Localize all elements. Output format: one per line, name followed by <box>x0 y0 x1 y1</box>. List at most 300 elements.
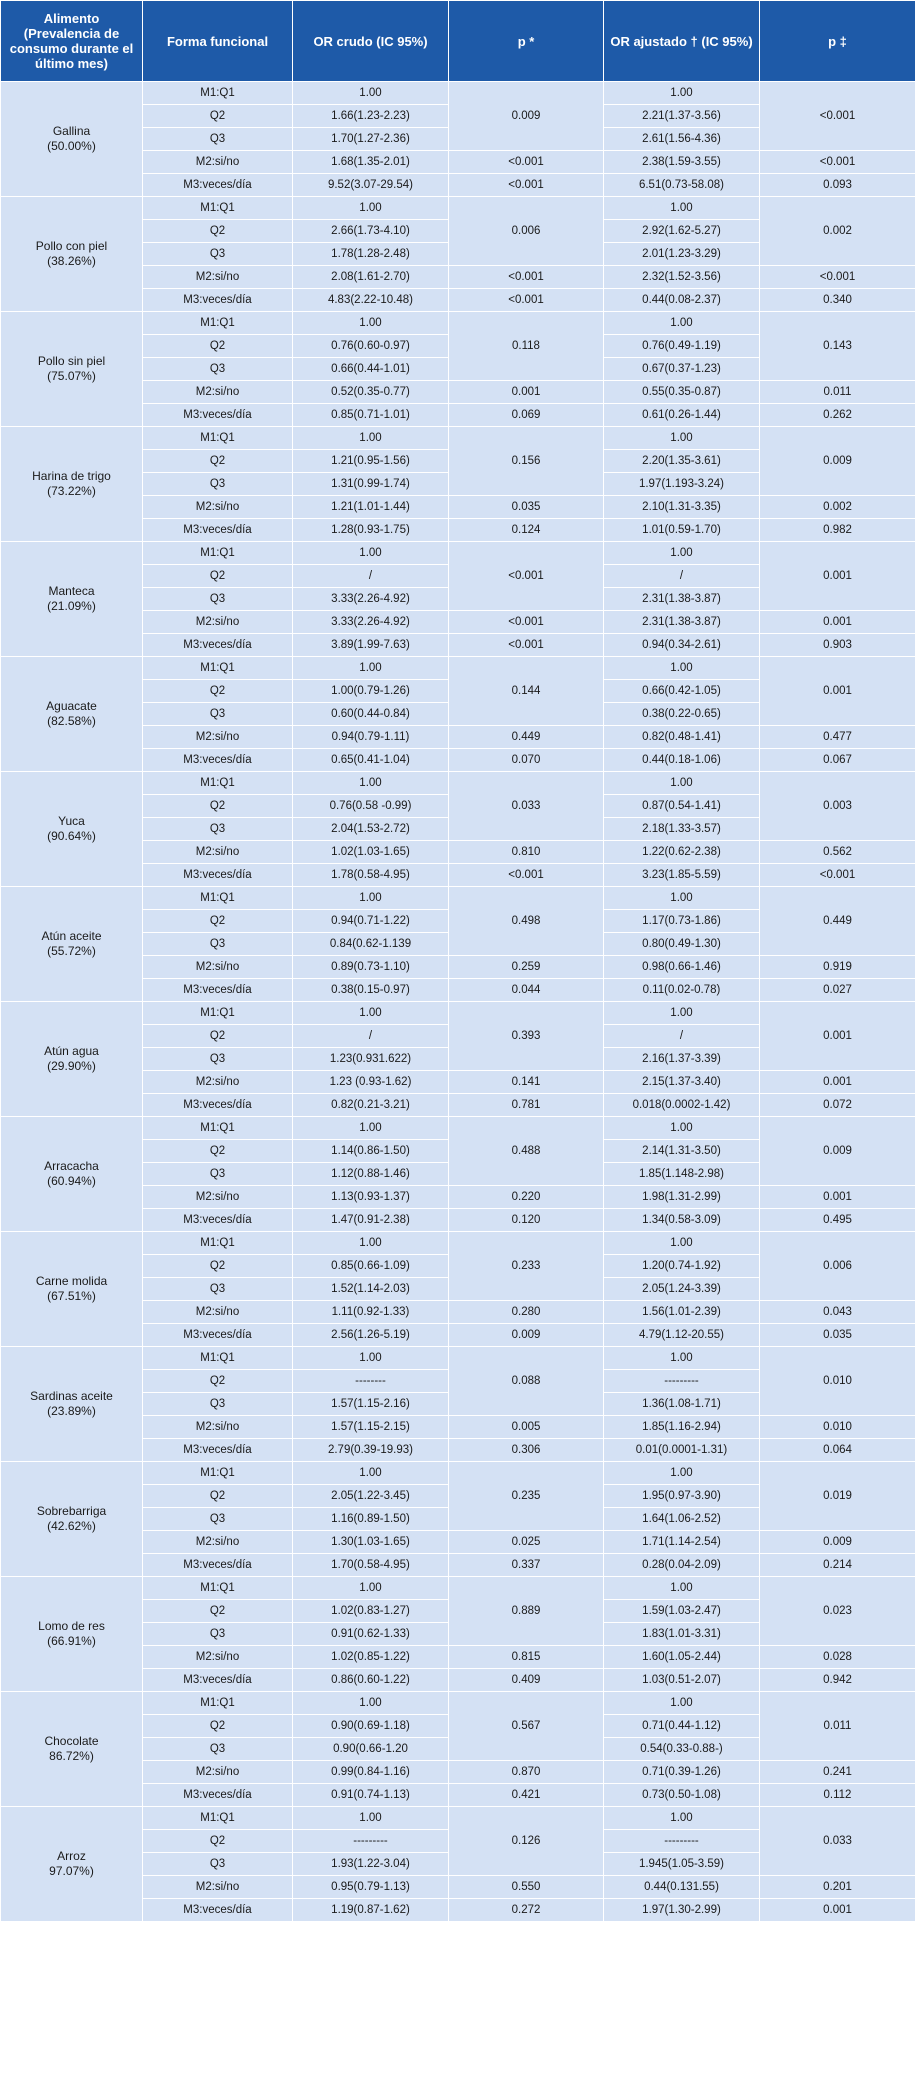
or-crudo-cell: 0.76(0.60-0.97) <box>293 335 449 358</box>
forma-funcional-cell: Q2 <box>143 680 293 703</box>
p-crudo-cell: <0.001 <box>449 611 604 634</box>
or-ajustado-cell: 1.00 <box>604 657 760 680</box>
or-ajustado-cell: 0.44(0.131.55) <box>604 1876 760 1899</box>
or-crudo-cell: -------- <box>293 1370 449 1393</box>
forma-funcional-cell: M2:si/no <box>143 956 293 979</box>
or-crudo-cell: 1.00 <box>293 197 449 220</box>
forma-funcional-cell: M1:Q1 <box>143 1347 293 1370</box>
or-crudo-cell: 2.56(1.26-5.19) <box>293 1324 449 1347</box>
p-crudo-cell: 0.280 <box>449 1301 604 1324</box>
or-crudo-cell: 1.57(1.15-2.16) <box>293 1393 449 1416</box>
p-crudo-cell: 0.810 <box>449 841 604 864</box>
p-crudo-cell: 0.001 <box>449 381 604 404</box>
table-row <box>1 772 915 795</box>
forma-funcional-cell: M2:si/no <box>143 496 293 519</box>
p-crudo-cell: <0.001 <box>449 542 604 611</box>
p-ajustado-cell: 0.982 <box>760 519 915 542</box>
p-crudo-cell: 0.044 <box>449 979 604 1002</box>
forma-funcional-cell: Q3 <box>143 1048 293 1071</box>
forma-funcional-cell: M3:veces/día <box>143 1209 293 1232</box>
or-crudo-cell: 1.00 <box>293 1807 449 1830</box>
header-forma-funcional: Forma funcional <box>143 1 293 82</box>
or-crudo-cell: 0.60(0.44-0.84) <box>293 703 449 726</box>
or-ajustado-cell: 0.38(0.22-0.65) <box>604 703 760 726</box>
p-ajustado-cell: 0.019 <box>760 1462 915 1531</box>
p-crudo-cell: <0.001 <box>449 151 604 174</box>
header-p-ajustado: p ‡ <box>760 1 915 82</box>
p-crudo-cell: 0.088 <box>449 1347 604 1416</box>
p-ajustado-cell: 0.477 <box>760 726 915 749</box>
or-ajustado-cell: 1.95(0.97-3.90) <box>604 1485 760 1508</box>
food-prevalence: (60.94%) <box>47 1174 96 1188</box>
or-ajustado-cell: 0.76(0.49-1.19) <box>604 335 760 358</box>
food-name: Sobrebarriga <box>36 1504 107 1518</box>
food-name: Atún aceite <box>41 929 102 943</box>
or-ajustado-cell: 1.83(1.01-3.31) <box>604 1623 760 1646</box>
or-ajustado-cell: 1.00 <box>604 312 760 335</box>
or-crudo-cell: 0.99(0.84-1.16) <box>293 1761 449 1784</box>
p-crudo-cell: 0.393 <box>449 1002 604 1071</box>
p-ajustado-cell: 0.001 <box>760 1186 915 1209</box>
or-crudo-cell: 3.33(2.26-4.92) <box>293 588 449 611</box>
table-row <box>1 1692 915 1715</box>
forma-funcional-cell: Q3 <box>143 1623 293 1646</box>
or-crudo-cell: 1.00 <box>293 657 449 680</box>
or-ajustado-cell: 0.87(0.54-1.41) <box>604 795 760 818</box>
or-ajustado-cell: --------- <box>604 1370 760 1393</box>
or-ajustado-cell: 1.60(1.05-2.44) <box>604 1646 760 1669</box>
or-crudo-cell: 1.14(0.86-1.50) <box>293 1140 449 1163</box>
food-name: Manteca <box>48 584 95 598</box>
p-crudo-cell: 0.337 <box>449 1554 604 1577</box>
or-crudo-cell: 1.21(0.95-1.56) <box>293 450 449 473</box>
forma-funcional-cell: Q3 <box>143 933 293 956</box>
or-crudo-cell: 0.82(0.21-3.21) <box>293 1094 449 1117</box>
forma-funcional-cell: M3:veces/día <box>143 1899 293 1922</box>
p-ajustado-cell: 0.028 <box>760 1646 915 1669</box>
forma-funcional-cell: M3:veces/día <box>143 1669 293 1692</box>
forma-funcional-cell: M3:veces/día <box>143 1094 293 1117</box>
or-ajustado-cell: 1.01(0.59-1.70) <box>604 519 760 542</box>
food-name: Pollo sin piel <box>37 354 106 368</box>
food-prevalence: (38.26%) <box>47 254 96 268</box>
food-prevalence: (21.09%) <box>47 599 96 613</box>
p-ajustado-cell: 0.003 <box>760 772 915 841</box>
or-ajustado-cell: 2.14(1.31-3.50) <box>604 1140 760 1163</box>
food-prevalence: 86.72%) <box>49 1749 94 1763</box>
forma-funcional-cell: M2:si/no <box>143 1416 293 1439</box>
or-crudo-cell: 0.66(0.44-1.01) <box>293 358 449 381</box>
or-crudo-cell: 0.76(0.58 -0.99) <box>293 795 449 818</box>
or-crudo-cell: 0.38(0.15-0.97) <box>293 979 449 1002</box>
or-crudo-cell: 0.85(0.71-1.01) <box>293 404 449 427</box>
or-crudo-cell: 1.00 <box>293 772 449 795</box>
forma-funcional-cell: M2:si/no <box>143 151 293 174</box>
food-cell <box>1 887 143 1002</box>
p-crudo-cell: 0.144 <box>449 657 604 726</box>
or-crudo-cell: 0.85(0.66-1.09) <box>293 1255 449 1278</box>
p-ajustado-cell: 0.043 <box>760 1301 915 1324</box>
forma-funcional-cell: Q2 <box>143 1025 293 1048</box>
forma-funcional-cell: Q3 <box>143 1393 293 1416</box>
p-crudo-cell: 0.421 <box>449 1784 604 1807</box>
p-crudo-cell: 0.498 <box>449 887 604 956</box>
forma-funcional-cell: M1:Q1 <box>143 887 293 910</box>
p-crudo-cell: <0.001 <box>449 266 604 289</box>
forma-funcional-cell: M3:veces/día <box>143 1324 293 1347</box>
or-ajustado-cell: 0.61(0.26-1.44) <box>604 404 760 427</box>
or-ajustado-cell: 0.67(0.37-1.23) <box>604 358 760 381</box>
or-ajustado-cell: 2.16(1.37-3.39) <box>604 1048 760 1071</box>
p-crudo-cell: 0.259 <box>449 956 604 979</box>
p-crudo-cell: 0.006 <box>449 197 604 266</box>
or-ajustado-cell: 2.10(1.31-3.35) <box>604 496 760 519</box>
or-ajustado-cell: 1.00 <box>604 427 760 450</box>
or-ajustado-cell: / <box>604 1025 760 1048</box>
food-cell <box>1 1577 143 1692</box>
food-name: Chocolate <box>44 1734 99 1748</box>
p-crudo-cell: 0.025 <box>449 1531 604 1554</box>
food-prevalence: 97.07%) <box>49 1864 94 1878</box>
or-ajustado-cell: 0.01(0.0001-1.31) <box>604 1439 760 1462</box>
or-ajustado-cell: 1.00 <box>604 82 760 105</box>
p-crudo-cell: 0.235 <box>449 1462 604 1531</box>
or-ajustado-cell: 2.31(1.38-3.87) <box>604 588 760 611</box>
forma-funcional-cell: M1:Q1 <box>143 1232 293 1255</box>
or-ajustado-cell: 3.23(1.85-5.59) <box>604 864 760 887</box>
forma-funcional-cell: Q2 <box>143 1370 293 1393</box>
forma-funcional-cell: Q3 <box>143 1853 293 1876</box>
p-crudo-cell: <0.001 <box>449 289 604 312</box>
food-prevalence: (42.62%) <box>47 1519 96 1533</box>
food-name: Aguacate <box>46 699 97 713</box>
or-crudo-cell: 3.33(2.26-4.92) <box>293 611 449 634</box>
or-crudo-cell: 1.00 <box>293 542 449 565</box>
p-ajustado-cell: <0.001 <box>760 864 915 887</box>
forma-funcional-cell: Q2 <box>143 1715 293 1738</box>
forma-funcional-cell: Q3 <box>143 818 293 841</box>
p-crudo-cell: 0.156 <box>449 427 604 496</box>
p-ajustado-cell: 0.112 <box>760 1784 915 1807</box>
or-ajustado-cell: 1.56(1.01-2.39) <box>604 1301 760 1324</box>
forma-funcional-cell: M1:Q1 <box>143 197 293 220</box>
header-or-crudo: OR crudo (IC 95%) <box>293 1 449 82</box>
p-crudo-cell: 0.124 <box>449 519 604 542</box>
table-row <box>1 1462 915 1485</box>
or-crudo-cell: 1.23 (0.93-1.62) <box>293 1071 449 1094</box>
p-ajustado-cell: 0.340 <box>760 289 915 312</box>
food-cell <box>1 427 143 542</box>
forma-funcional-cell: M1:Q1 <box>143 1002 293 1025</box>
or-crudo-cell: 1.02(1.03-1.65) <box>293 841 449 864</box>
or-crudo-cell: 2.79(0.39-19.93) <box>293 1439 449 1462</box>
forma-funcional-cell: M1:Q1 <box>143 1807 293 1830</box>
forma-funcional-cell: Q3 <box>143 1738 293 1761</box>
or-ajustado-cell: 1.945(1.05-3.59) <box>604 1853 760 1876</box>
or-ajustado-cell: 1.98(1.31-2.99) <box>604 1186 760 1209</box>
or-crudo-cell: 1.70(0.58-4.95) <box>293 1554 449 1577</box>
or-crudo-cell: 1.00 <box>293 1347 449 1370</box>
or-crudo-cell: 0.91(0.62-1.33) <box>293 1623 449 1646</box>
or-ajustado-cell: 2.18(1.33-3.57) <box>604 818 760 841</box>
or-ajustado-cell: 2.61(1.56-4.36) <box>604 128 760 151</box>
p-ajustado-cell: 0.006 <box>760 1232 915 1301</box>
p-crudo-cell: 0.033 <box>449 772 604 841</box>
or-crudo-cell: 2.04(1.53-2.72) <box>293 818 449 841</box>
forma-funcional-cell: M2:si/no <box>143 1301 293 1324</box>
forma-funcional-cell: M3:veces/día <box>143 634 293 657</box>
or-ajustado-cell: 0.94(0.34-2.61) <box>604 634 760 657</box>
or-ajustado-cell: 0.018(0.0002-1.42) <box>604 1094 760 1117</box>
food-cell <box>1 1232 143 1347</box>
or-ajustado-cell: 2.05(1.24-3.39) <box>604 1278 760 1301</box>
forma-funcional-cell: M1:Q1 <box>143 1117 293 1140</box>
or-crudo-cell: 0.65(0.41-1.04) <box>293 749 449 772</box>
forma-funcional-cell: M1:Q1 <box>143 82 293 105</box>
forma-funcional-cell: Q3 <box>143 358 293 381</box>
forma-funcional-cell: M1:Q1 <box>143 542 293 565</box>
or-ajustado-cell: 1.20(0.74-1.92) <box>604 1255 760 1278</box>
p-ajustado-cell: 0.495 <box>760 1209 915 1232</box>
forma-funcional-cell: M2:si/no <box>143 1186 293 1209</box>
food-cell <box>1 657 143 772</box>
or-ajustado-cell: 0.44(0.08-2.37) <box>604 289 760 312</box>
p-ajustado-cell: 0.001 <box>760 1071 915 1094</box>
food-prevalence: (82.58%) <box>47 714 96 728</box>
or-crudo-cell: 0.84(0.62-1.139 <box>293 933 449 956</box>
p-crudo-cell: 0.009 <box>449 1324 604 1347</box>
or-ajustado-cell: 0.54(0.33-0.88-) <box>604 1738 760 1761</box>
or-ajustado-cell: 1.00 <box>604 1117 760 1140</box>
header-row <box>1 1 915 82</box>
or-crudo-cell: 1.47(0.91-2.38) <box>293 1209 449 1232</box>
table-row <box>1 542 915 565</box>
or-crudo-cell: 3.89(1.99-7.63) <box>293 634 449 657</box>
forma-funcional-cell: M3:veces/día <box>143 289 293 312</box>
or-ajustado-cell: 1.85(1.148-2.98) <box>604 1163 760 1186</box>
p-crudo-cell: 0.035 <box>449 496 604 519</box>
p-ajustado-cell: 0.064 <box>760 1439 915 1462</box>
p-ajustado-cell: 0.241 <box>760 1761 915 1784</box>
p-ajustado-cell: 0.010 <box>760 1347 915 1416</box>
forma-funcional-cell: Q2 <box>143 1600 293 1623</box>
or-crudo-cell: 1.78(1.28-2.48) <box>293 243 449 266</box>
header-or-ajustado: OR ajustado † (IC 95%) <box>604 1 760 82</box>
or-crudo-cell: 1.00 <box>293 1692 449 1715</box>
food-cell <box>1 1807 143 1922</box>
food-name: Arracacha <box>44 1159 99 1173</box>
forma-funcional-cell: M1:Q1 <box>143 1692 293 1715</box>
or-crudo-cell: 0.90(0.69-1.18) <box>293 1715 449 1738</box>
or-crudo-cell: 1.00 <box>293 1577 449 1600</box>
p-ajustado-cell: 0.562 <box>760 841 915 864</box>
food-name: Gallina <box>52 124 91 138</box>
table-row <box>1 1577 915 1600</box>
or-ajustado-cell: 1.17(0.73-1.86) <box>604 910 760 933</box>
or-ajustado-cell: 1.59(1.03-2.47) <box>604 1600 760 1623</box>
or-ajustado-cell: 0.28(0.04-2.09) <box>604 1554 760 1577</box>
food-prevalence: (29.90%) <box>47 1059 96 1073</box>
food-cell <box>1 772 143 887</box>
or-ajustado-cell: 1.00 <box>604 1347 760 1370</box>
or-ajustado-cell: 1.00 <box>604 197 760 220</box>
table-row <box>1 1347 915 1370</box>
forma-funcional-cell: Q3 <box>143 588 293 611</box>
or-crudo-cell: 1.00 <box>293 1462 449 1485</box>
table-row <box>1 1807 915 1830</box>
forma-funcional-cell: M1:Q1 <box>143 1577 293 1600</box>
forma-funcional-cell: M3:veces/día <box>143 404 293 427</box>
or-ajustado-cell: 4.79(1.12-20.55) <box>604 1324 760 1347</box>
forma-funcional-cell: Q2 <box>143 910 293 933</box>
food-cell <box>1 82 143 197</box>
p-ajustado-cell: 0.002 <box>760 496 915 519</box>
forma-funcional-cell: Q2 <box>143 1255 293 1278</box>
or-crudo-cell: 0.94(0.79-1.11) <box>293 726 449 749</box>
p-ajustado-cell: 0.009 <box>760 427 915 496</box>
forma-funcional-cell: M2:si/no <box>143 1761 293 1784</box>
forma-funcional-cell: M1:Q1 <box>143 312 293 335</box>
or-crudo-cell: 1.70(1.27-2.36) <box>293 128 449 151</box>
forma-funcional-cell: Q2 <box>143 795 293 818</box>
p-ajustado-cell: <0.001 <box>760 82 915 151</box>
food-prevalence: (75.07%) <box>47 369 96 383</box>
p-ajustado-cell: 0.009 <box>760 1117 915 1186</box>
or-ajustado-cell: 1.00 <box>604 887 760 910</box>
or-crudo-cell: 1.00 <box>293 1232 449 1255</box>
p-crudo-cell: 0.781 <box>449 1094 604 1117</box>
or-ajustado-cell: 2.38(1.59-3.55) <box>604 151 760 174</box>
or-crudo-cell: 2.08(1.61-2.70) <box>293 266 449 289</box>
or-ajustado-cell: 1.00 <box>604 1232 760 1255</box>
food-prevalence: (50.00%) <box>47 139 96 153</box>
or-crudo-cell: 1.57(1.15-2.15) <box>293 1416 449 1439</box>
or-ajustado-cell: 1.97(1.30-2.99) <box>604 1899 760 1922</box>
p-crudo-cell: 0.118 <box>449 312 604 381</box>
or-crudo-cell: 4.83(2.22-10.48) <box>293 289 449 312</box>
p-crudo-cell: 0.449 <box>449 726 604 749</box>
forma-funcional-cell: M2:si/no <box>143 1071 293 1094</box>
forma-funcional-cell: M3:veces/día <box>143 864 293 887</box>
or-crudo-cell: 1.02(0.85-1.22) <box>293 1646 449 1669</box>
or-ajustado-cell: 1.00 <box>604 1002 760 1025</box>
p-crudo-cell: 0.141 <box>449 1071 604 1094</box>
or-ajustado-cell: 1.00 <box>604 1807 760 1830</box>
or-ajustado-cell: 6.51(0.73-58.08) <box>604 174 760 197</box>
or-ajustado-cell: 1.36(1.08-1.71) <box>604 1393 760 1416</box>
p-ajustado-cell: 0.449 <box>760 887 915 956</box>
forma-funcional-cell: M3:veces/día <box>143 1439 293 1462</box>
p-crudo-cell: 0.409 <box>449 1669 604 1692</box>
or-ajustado-cell: 1.71(1.14-2.54) <box>604 1531 760 1554</box>
forma-funcional-cell: M3:veces/día <box>143 979 293 1002</box>
table-row <box>1 312 915 335</box>
food-cell <box>1 1462 143 1577</box>
or-crudo-cell: / <box>293 565 449 588</box>
forma-funcional-cell: M2:si/no <box>143 381 293 404</box>
or-crudo-cell: 1.11(0.92-1.33) <box>293 1301 449 1324</box>
or-crudo-cell: 1.28(0.93-1.75) <box>293 519 449 542</box>
or-ajustado-cell: 0.44(0.18-1.06) <box>604 749 760 772</box>
p-ajustado-cell: 0.027 <box>760 979 915 1002</box>
food-name: Carne molida <box>35 1274 108 1288</box>
table-row <box>1 887 915 910</box>
or-crudo-cell: 1.16(0.89-1.50) <box>293 1508 449 1531</box>
food-name: Lomo de res <box>38 1619 105 1633</box>
or-crudo-cell: 0.52(0.35-0.77) <box>293 381 449 404</box>
p-ajustado-cell: <0.001 <box>760 151 915 174</box>
table-row <box>1 1117 915 1140</box>
forma-funcional-cell: Q3 <box>143 243 293 266</box>
food-prevalence: (67.51%) <box>47 1289 96 1303</box>
or-crudo-cell: 1.30(1.03-1.65) <box>293 1531 449 1554</box>
food-name: Sardinas aceite <box>30 1389 113 1403</box>
p-ajustado-cell: 0.010 <box>760 1416 915 1439</box>
p-crudo-cell: 0.005 <box>449 1416 604 1439</box>
or-crudo-cell: 1.00 <box>293 427 449 450</box>
p-crudo-cell: 0.233 <box>449 1232 604 1301</box>
or-crudo-cell: 0.89(0.73-1.10) <box>293 956 449 979</box>
p-crudo-cell: 0.220 <box>449 1186 604 1209</box>
forma-funcional-cell: Q3 <box>143 473 293 496</box>
or-ajustado-cell: 1.34(0.58-3.09) <box>604 1209 760 1232</box>
or-ajustado-cell: 2.31(1.38-3.87) <box>604 611 760 634</box>
or-ajustado-cell: 0.66(0.42-1.05) <box>604 680 760 703</box>
forma-funcional-cell: M3:veces/día <box>143 1784 293 1807</box>
forma-funcional-cell: M3:veces/día <box>143 749 293 772</box>
or-crudo-cell: 1.00(0.79-1.26) <box>293 680 449 703</box>
p-ajustado-cell: 0.001 <box>760 542 915 611</box>
forma-funcional-cell: Q3 <box>143 1278 293 1301</box>
forma-funcional-cell: Q2 <box>143 1830 293 1853</box>
header-alimento: Alimento (Prevalencia de consumo durante el último mes) <box>1 1 143 82</box>
or-ajustado-cell: 0.82(0.48-1.41) <box>604 726 760 749</box>
food-cell <box>1 1347 143 1462</box>
p-crudo-cell: 0.815 <box>449 1646 604 1669</box>
forma-funcional-cell: M2:si/no <box>143 841 293 864</box>
or-ajustado-cell: 1.03(0.51-2.07) <box>604 1669 760 1692</box>
or-crudo-cell: 1.93(1.22-3.04) <box>293 1853 449 1876</box>
p-crudo-cell: 0.069 <box>449 404 604 427</box>
or-crudo-cell: 0.94(0.71-1.22) <box>293 910 449 933</box>
p-ajustado-cell: 0.143 <box>760 312 915 381</box>
food-prevalence: (23.89%) <box>47 1404 96 1418</box>
or-crudo-cell: 1.00 <box>293 1002 449 1025</box>
or-ajustado-cell: 1.00 <box>604 772 760 795</box>
or-crudo-cell: 1.66(1.23-2.23) <box>293 105 449 128</box>
forma-funcional-cell: M2:si/no <box>143 726 293 749</box>
or-crudo-cell: 1.13(0.93-1.37) <box>293 1186 449 1209</box>
food-cell <box>1 1117 143 1232</box>
p-ajustado-cell: 0.262 <box>760 404 915 427</box>
or-ajustado-cell: --------- <box>604 1830 760 1853</box>
forma-funcional-cell: M2:si/no <box>143 611 293 634</box>
food-cell <box>1 312 143 427</box>
p-crudo-cell: 0.488 <box>449 1117 604 1186</box>
or-ajustado-cell: 0.71(0.44-1.12) <box>604 1715 760 1738</box>
or-crudo-cell: 2.66(1.73-4.10) <box>293 220 449 243</box>
p-ajustado-cell: 0.942 <box>760 1669 915 1692</box>
forma-funcional-cell: M2:si/no <box>143 266 293 289</box>
table-body <box>1 82 915 1922</box>
header-p-crudo: p * <box>449 1 604 82</box>
or-crudo-cell: 0.86(0.60-1.22) <box>293 1669 449 1692</box>
table-row <box>1 427 915 450</box>
forma-funcional-cell: M2:si/no <box>143 1646 293 1669</box>
or-ajustado-cell: 2.21(1.37-3.56) <box>604 105 760 128</box>
p-ajustado-cell: 0.001 <box>760 1002 915 1071</box>
or-ajustado-cell: 2.01(1.23-3.29) <box>604 243 760 266</box>
